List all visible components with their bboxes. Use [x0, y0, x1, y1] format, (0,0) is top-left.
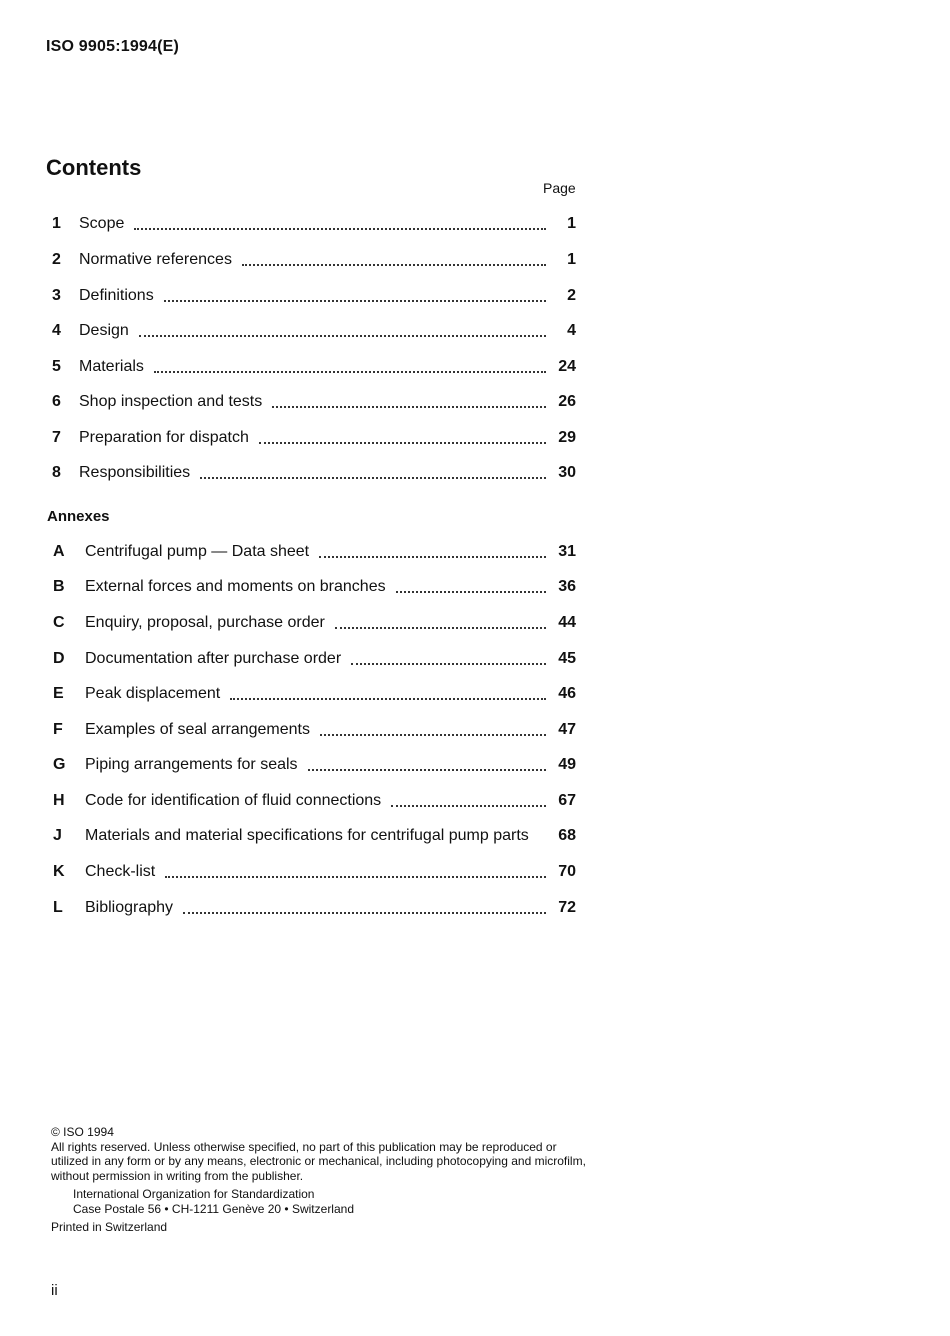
toc-entry-title: Materials: [79, 358, 144, 375]
annex-page: 49: [558, 756, 576, 773]
printed-in: Printed in Switzerland: [51, 1220, 168, 1234]
annex-entry[interactable]: [46, 718, 576, 742]
annex-page: 47: [558, 721, 576, 738]
toc-entry-title: Scope: [79, 215, 125, 232]
page-column-header: Page: [543, 180, 576, 196]
annex-page: 31: [558, 543, 576, 560]
annex-page: 45: [558, 650, 576, 667]
annex-title: Examples of seal arrangements: [85, 721, 310, 738]
dot-leader: [319, 546, 546, 558]
annex-letter: L: [53, 899, 63, 916]
toc-entry-page: 1: [567, 215, 576, 232]
annex-title: Documentation after purchase order: [85, 650, 342, 667]
annex-letter: G: [53, 756, 66, 773]
annex-letter: J: [53, 827, 62, 844]
annex-letter: K: [53, 863, 65, 880]
annex-letter: F: [53, 721, 63, 738]
annex-page: 72: [558, 899, 576, 916]
annex-entry[interactable]: [46, 860, 576, 884]
contents-title: Contents: [46, 155, 142, 180]
copyright-line: © ISO 1994: [51, 1125, 114, 1139]
dot-leader: [335, 617, 546, 629]
annex-title: Centrifugal pump — Data sheet: [85, 543, 310, 560]
annex-entry[interactable]: [46, 540, 576, 564]
annex-letter: C: [53, 614, 65, 631]
page-number: ii: [51, 1282, 58, 1299]
toc-entry-page: 24: [558, 358, 576, 375]
annex-title: Bibliography: [85, 899, 174, 916]
annex-entry[interactable]: [46, 824, 576, 848]
annex-title: Piping arrangements for seals: [85, 756, 298, 773]
dot-leader: [242, 254, 546, 266]
dot-leader: [391, 795, 546, 807]
toc-entry-number: 2: [52, 251, 61, 268]
annex-page: 67: [558, 792, 576, 809]
annex-letter: H: [53, 792, 65, 809]
annexes-heading: Annexes: [47, 508, 110, 525]
document-id: ISO 9905:1994(E): [46, 38, 180, 55]
dot-leader: [272, 396, 546, 408]
org-address: Case Postale 56 • CH-1211 Genève 20 • Switzerland: [73, 1201, 354, 1216]
annex-title: Materials and material specifications for centrifugal pump parts: [85, 827, 529, 844]
dot-leader: [351, 653, 546, 665]
annex-letter: B: [53, 578, 65, 595]
toc-entry-title: Definitions: [79, 287, 154, 304]
annex-page: 44: [558, 614, 576, 631]
dot-leader: [139, 325, 546, 337]
toc-entry-number: 7: [52, 429, 61, 446]
dot-leader: [259, 432, 546, 444]
annex-title: Enquiry, proposal, purchase order: [85, 614, 325, 631]
dot-leader: [308, 759, 546, 771]
toc-entry-page: 1: [567, 251, 576, 268]
toc-entry-title: Normative references: [79, 251, 232, 268]
toc-entry-title: Design: [79, 322, 129, 339]
dot-leader: [320, 724, 546, 736]
annex-title: Peak displacement: [85, 685, 221, 702]
toc-entry-page: 2: [567, 287, 576, 304]
toc-entry-number: 3: [52, 287, 61, 304]
annex-entry[interactable]: [46, 896, 576, 920]
annex-page: 70: [558, 863, 576, 880]
dot-leader: [396, 581, 546, 593]
dot-leader: [230, 688, 546, 700]
toc-entry[interactable]: [46, 319, 576, 343]
dot-leader: [134, 218, 546, 230]
toc-entry-number: 1: [52, 215, 61, 232]
dot-leader: [165, 866, 546, 878]
annex-title: Code for identification of fluid connections: [85, 792, 382, 809]
annex-entry[interactable]: [46, 647, 576, 671]
annex-entry[interactable]: [46, 753, 576, 777]
toc-entry-page: 4: [567, 322, 576, 339]
annex-entry[interactable]: [46, 611, 576, 635]
toc-entry-number: 8: [52, 464, 61, 481]
toc-entry[interactable]: [46, 212, 576, 236]
toc-entry-page: 30: [558, 464, 576, 481]
toc-entry-page: 29: [558, 429, 576, 446]
toc-entry[interactable]: [46, 426, 576, 450]
toc-entry[interactable]: [46, 355, 576, 379]
toc-entry[interactable]: [46, 461, 576, 485]
toc-entry-number: 6: [52, 393, 61, 410]
toc-entry[interactable]: [46, 248, 576, 272]
toc-entry-number: 5: [52, 358, 61, 375]
toc-entry-number: 4: [52, 322, 61, 339]
annex-letter: D: [53, 650, 65, 667]
annex-page: 36: [558, 578, 576, 595]
annex-entry[interactable]: [46, 575, 576, 599]
annex-entry[interactable]: [46, 789, 576, 813]
toc-entry-page: 26: [558, 393, 576, 410]
dot-leader: [539, 831, 546, 841]
annex-page: 68: [558, 827, 576, 844]
dot-leader: [164, 290, 546, 302]
toc-entry[interactable]: [46, 390, 576, 414]
annex-title: Check-list: [85, 863, 156, 880]
annex-letter: E: [53, 685, 64, 702]
toc-entry-title: Shop inspection and tests: [79, 393, 263, 410]
dot-leader: [200, 467, 546, 479]
annex-title: External forces and moments on branches: [85, 578, 386, 595]
annex-letter: A: [53, 543, 65, 560]
toc-entry-title: Responsibilities: [79, 464, 191, 481]
copyright-notice: All rights reserved. Unless otherwise specified, no part of this publication may be reproduced or utilized in any form or by any means, electronic or mechanical, including photocopying and microfilm, without permission in writing from the publisher.: [51, 1139, 586, 1183]
annex-entry[interactable]: [46, 682, 576, 706]
dot-leader: [154, 361, 546, 373]
toc-entry-title: Preparation for dispatch: [79, 429, 249, 446]
annex-page: 46: [558, 685, 576, 702]
dot-leader: [183, 902, 546, 914]
toc-entry[interactable]: [46, 284, 576, 308]
org-name: International Organization for Standardization: [73, 1187, 315, 1201]
copyright-block: [51, 1125, 591, 1235]
